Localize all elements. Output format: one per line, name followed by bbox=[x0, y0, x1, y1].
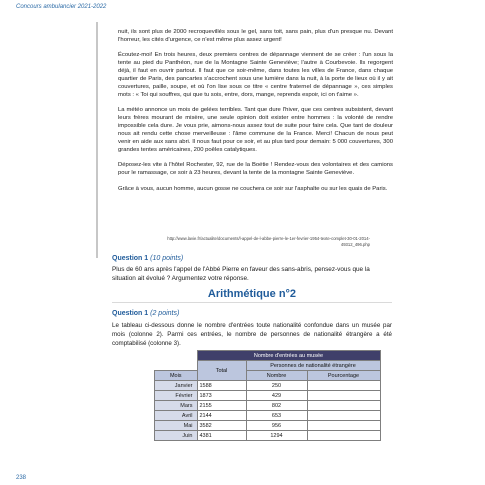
cell-nombre: 1294 bbox=[246, 431, 307, 441]
col-header-nombre: Nombre bbox=[246, 371, 307, 381]
cell-total: 2144 bbox=[197, 411, 246, 421]
cell-mois: Avril bbox=[155, 411, 198, 421]
table-row bbox=[155, 421, 381, 431]
quote-paragraph: Déposez-les vite à l'hôtel Rochester, 92, rue de la Boétie ! Rendez-vous des volontaires et des camions pour le ramassage, ce soir à 23 heures, devant la tente de la montagne Sainte Geneviève. bbox=[118, 162, 393, 177]
quote-paragraph: La météo annonce un mois de gelées terribles. Tant que dure l'hiver, que ces centres subsistent, devant leurs frères mourant de misère, une seule opinion doit exister entre hommes : la volonté de rendre impossible cela dure. Je vous prie, aimons-nous assez tout de suite pour faire cela. Que tant de douleur nous ait rendu cette chose merveilleuse : l'âme commune de la France. Merci! Chacun de nous peut venir en aide aux sans abri. Il nous faut pour ce soir, et au plus tard pour demain: 5 000 couvertures, 300 grandes tentes américaines, 200 poêles catalytiques. bbox=[118, 107, 393, 154]
table-row bbox=[155, 381, 381, 391]
cell-mois: Mai bbox=[155, 421, 198, 431]
quote-box bbox=[96, 22, 405, 258]
cell-mois: Janvier bbox=[155, 381, 198, 391]
page-number: 238 bbox=[16, 475, 27, 481]
question-label: Question 1 bbox=[112, 255, 149, 262]
cell-nombre: 956 bbox=[246, 421, 307, 431]
cell-nombre: 802 bbox=[246, 401, 307, 411]
cell-nombre: 429 bbox=[246, 391, 307, 401]
cell-total: 1873 bbox=[197, 391, 246, 401]
section-divider bbox=[112, 302, 392, 303]
source-url: http://www.lavie.fr/actualite/documents/l-appel-de-l-abbe-pierre-le-1er-fevrier-1954-texte-complet-30-01-2014-49312_496.php bbox=[167, 236, 370, 247]
cell-mois: Février bbox=[155, 391, 198, 401]
col-header-foreign: Personnes de nationalité étrangère bbox=[246, 361, 380, 371]
table-row bbox=[155, 391, 381, 401]
col-header-pourcentage: Pourcentage bbox=[307, 371, 380, 381]
col-header-mois: Mois bbox=[155, 371, 198, 381]
cell-pourcentage bbox=[307, 411, 380, 421]
quote-paragraph: Grâce à vous, aucun homme, aucun gosse ne couchera ce soir sur l'asphalte ou sur les quais de Paris. bbox=[118, 185, 388, 192]
museum-entries-table bbox=[154, 350, 381, 441]
cell-nombre: 250 bbox=[246, 381, 307, 391]
cell-nombre: 653 bbox=[246, 411, 307, 421]
quote-paragraph: nuit, ils sont plus de 2000 recroquevillés sous le gel, sans toit, sans pain, plus d'un presque nu. Devant l'horreur, les cités d'urgence, ce n'est même plus assez urgent! bbox=[118, 29, 393, 44]
table-row bbox=[155, 431, 381, 441]
question-1b-heading bbox=[112, 310, 179, 317]
col-header-total: Total bbox=[197, 361, 246, 381]
cell-mois: Juin bbox=[155, 431, 198, 441]
cell-total: 3582 bbox=[197, 421, 246, 431]
section-title: Arithmétique n°2 bbox=[207, 288, 297, 300]
cell-pourcentage bbox=[307, 401, 380, 411]
cell-mois: Mars bbox=[155, 401, 198, 411]
cell-pourcentage bbox=[307, 381, 380, 391]
cell-total: 1588 bbox=[197, 381, 246, 391]
question-1-heading bbox=[112, 255, 183, 262]
question-label: Question 1 bbox=[112, 310, 149, 317]
cell-pourcentage bbox=[307, 431, 380, 441]
table-main-header: Nombre d'entrées au musée bbox=[197, 351, 380, 361]
cell-total: 2155 bbox=[197, 401, 246, 411]
quote-paragraph: Écoutez-moi! En trois heures, deux premiers centres de dépannage viennent de se créer : l'un sous la tente au pied du Panthéon, rue de la Montagne Sainte Geneviève; l'autre à Courbevoie. Ils regorgent déjà, il faut en ouvrir partout. Il faut que ce soir-même, dans toutes les villes de France, dans chaque quartier de Paris, des pancartes s'accrochent sous une lumière dans la nuit, à la porte de lieux où il y ait couvertures, paille, soupe, et où l'on lise sous ce titre « centre fraternel de dépannage », ces simples mots : « Toi qui souffres, qui que tu sois, entre, dors, mange, reprends espoir, ici on t'aime ». bbox=[118, 52, 393, 99]
running-header: Concours ambulancier 2021-2022 bbox=[16, 4, 107, 10]
cell-pourcentage bbox=[307, 421, 380, 431]
table-row bbox=[155, 401, 381, 411]
question-points: (2 points) bbox=[150, 310, 180, 317]
cell-total: 4381 bbox=[197, 431, 246, 441]
table-row bbox=[155, 411, 381, 421]
question-1-text: Plus de 60 ans après l'appel de l'Abbé Pierre en faveur des sans-abris, pensez-vous que la situation ait évolué ? Argumentez votre réponse. bbox=[112, 266, 370, 282]
question-points: (10 points) bbox=[150, 255, 184, 262]
cell-pourcentage bbox=[307, 391, 380, 401]
question-1b-text: Le tableau ci-dessous donne le nombre d'entrées toute nationalité confondue dans un musée par mois (colonne 2). Parmi ces entrées, le nombre de personnes de nationalité étrangère a été comptabilisé (colonne 3). bbox=[112, 322, 392, 347]
